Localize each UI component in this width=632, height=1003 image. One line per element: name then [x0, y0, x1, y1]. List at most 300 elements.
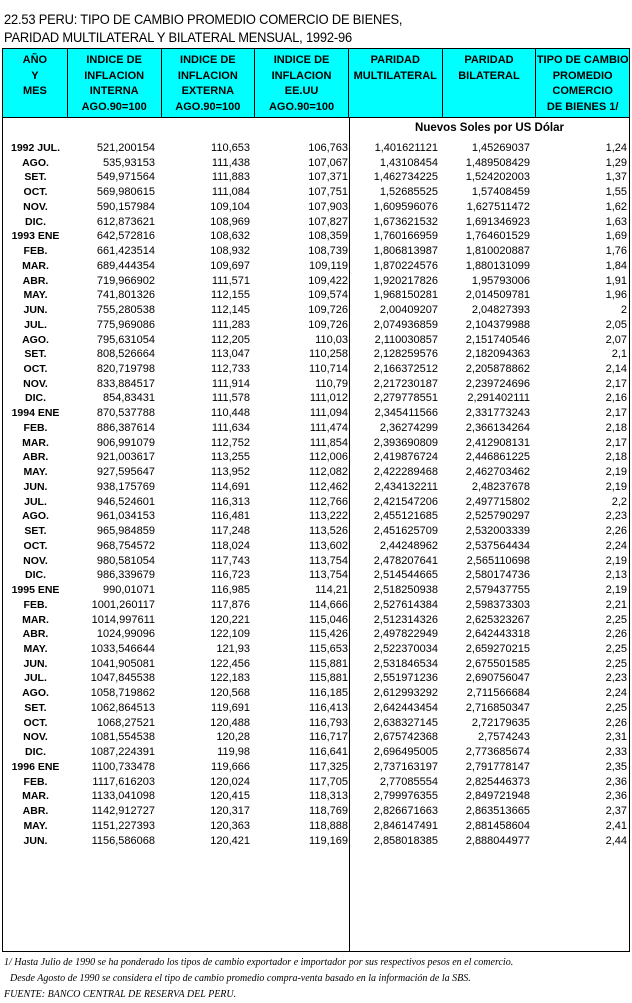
us-inflation-cell: 117,325 [309, 760, 348, 773]
internal-inflation-cell: 1142,912727 [91, 805, 155, 818]
table-body [2, 118, 630, 952]
period-cell: MAY. [23, 466, 48, 479]
table-row [3, 657, 629, 672]
us-inflation-cell: 114,666 [309, 598, 348, 611]
us-inflation-cell: 107,827 [308, 215, 348, 228]
table-row [3, 377, 629, 392]
internal-inflation-cell: 1014,997611 [91, 613, 155, 626]
bilateral-parity-cell: 1,810020887 [465, 245, 530, 258]
multilateral-parity-cell: 2,522370034 [373, 642, 438, 655]
exchange-rate-cell: 1,76 [605, 245, 627, 258]
table-row [3, 274, 629, 289]
external-inflation-cell: 111,438 [211, 156, 250, 169]
internal-inflation-cell: 590,157984 [96, 200, 155, 213]
table-row [3, 730, 629, 745]
us-inflation-cell: 109,119 [309, 259, 348, 272]
header-line: MES [22, 85, 47, 97]
us-inflation-cell: 119,169 [309, 834, 348, 847]
external-inflation-cell: 122,183 [210, 672, 250, 685]
exchange-rate-cell: 2,17 [605, 436, 627, 449]
us-inflation-cell: 115,426 [309, 628, 348, 641]
internal-inflation-cell: 986,339679 [96, 569, 155, 582]
bilateral-parity-cell: 2,291402111 [467, 392, 530, 405]
table-row [3, 421, 629, 436]
table-row [3, 215, 629, 230]
header-line: COMERCIO [552, 85, 613, 97]
header-line: PARIDAD [370, 54, 420, 66]
bilateral-parity-cell: 2,182094363 [465, 348, 530, 361]
internal-inflation-cell: 990,01071 [103, 584, 155, 597]
multilateral-parity-cell: 2,44248962 [379, 539, 438, 552]
exchange-rate-cell: 2,26 [605, 628, 627, 641]
bilateral-parity-cell: 1,764601529 [465, 230, 530, 243]
table-row [3, 686, 629, 701]
exchange-rate-cell: 2,23 [605, 672, 627, 685]
external-inflation-cell: 108,632 [210, 230, 250, 243]
internal-inflation-cell: 1151,227393 [91, 819, 155, 832]
period-cell: JUN. [23, 657, 48, 670]
external-inflation-cell: 117,876 [211, 598, 250, 611]
period-cell: MAR. [22, 436, 49, 449]
external-inflation-cell: 113,255 [211, 451, 250, 464]
internal-inflation-cell: 1133,041098 [91, 790, 155, 803]
exchange-rate-cell: 2,23 [605, 510, 627, 523]
table-row [3, 288, 629, 303]
multilateral-parity-cell: 1,401621121 [374, 142, 438, 154]
exchange-rate-cell: 2 [620, 304, 627, 317]
external-inflation-cell: 120,024 [210, 775, 250, 788]
internal-inflation-cell: 1081,554538 [90, 731, 155, 744]
multilateral-parity-cell: 2,518250938 [373, 584, 438, 597]
us-inflation-cell: 107,067 [308, 156, 348, 169]
us-inflation-cell: 113,222 [309, 510, 348, 523]
bilateral-parity-cell: 2,104379988 [465, 318, 530, 331]
external-inflation-cell: 120,221 [210, 613, 250, 626]
period-cell: MAR. [22, 790, 49, 803]
table-row [3, 141, 629, 156]
multilateral-parity-cell: 2,217230187 [373, 377, 438, 390]
internal-inflation-cell: 946,524601 [96, 495, 155, 508]
period-cell: JUN. [23, 480, 48, 493]
us-inflation-cell: 110,714 [309, 363, 348, 376]
period-cell: NOV. [23, 377, 48, 390]
external-inflation-cell: 112,145 [211, 304, 250, 317]
period-cell: DIC. [25, 569, 46, 582]
internal-inflation-cell: 1156,586068 [91, 834, 155, 847]
table-row [3, 583, 629, 598]
external-inflation-cell: 116,985 [211, 584, 250, 597]
internal-inflation-cell: 961,034153 [96, 510, 155, 523]
exchange-rate-cell: 2,17 [605, 407, 627, 420]
us-inflation-cell: 110,03 [315, 333, 348, 346]
period-cell: OCT. [23, 363, 48, 376]
bilateral-parity-cell: 2,625323267 [465, 613, 530, 626]
multilateral-parity-cell: 2,799976355 [373, 790, 438, 803]
period-cell: AGO. [22, 333, 49, 346]
multilateral-parity-cell: 2,345411566 [374, 407, 438, 420]
period-cell: 1994 ENE [11, 407, 60, 420]
external-inflation-cell: 111,084 [211, 186, 250, 199]
us-inflation-cell: 108,359 [308, 230, 348, 243]
multilateral-parity-cell: 2,846147491 [373, 819, 438, 832]
exchange-rate-cell: 2,19 [605, 554, 627, 567]
multilateral-parity-cell: 2,514544665 [373, 569, 438, 582]
bilateral-parity-cell: 1,45269037 [471, 142, 530, 154]
exchange-rate-cell: 2,13 [605, 569, 627, 582]
bilateral-parity-cell: 2,412908131 [465, 436, 530, 449]
internal-inflation-cell: 854,83431 [103, 392, 155, 405]
multilateral-parity-cell: 2,419876724 [373, 451, 438, 464]
table-row [3, 229, 629, 244]
external-inflation-cell: 111,571 [211, 274, 250, 287]
bilateral-parity-cell: 2,598373303 [465, 598, 530, 611]
period-cell: SET. [24, 348, 47, 361]
us-inflation-cell: 109,574 [308, 289, 348, 302]
us-inflation-cell: 113,754 [309, 569, 348, 582]
multilateral-parity-cell: 2,77085554 [379, 775, 438, 788]
multilateral-parity-cell: 1,968150281 [373, 289, 438, 302]
bilateral-parity-cell: 1,691346923 [465, 215, 530, 228]
internal-inflation-cell: 921,003617 [96, 451, 155, 464]
exchange-rate-cell: 1,96 [605, 289, 627, 302]
period-cell: JUN. [23, 834, 48, 847]
page-title [4, 10, 402, 46]
us-inflation-cell: 112,082 [309, 466, 348, 479]
header-line: EXTERNA [181, 85, 235, 97]
us-inflation-cell: 117,705 [309, 775, 348, 788]
header-internal-inflation [68, 49, 162, 117]
table-row [3, 642, 629, 657]
exchange-rate-cell: 2,19 [605, 466, 627, 479]
multilateral-parity-cell: 1,609596076 [373, 200, 438, 213]
external-inflation-cell: 113,952 [211, 466, 250, 479]
us-inflation-cell: 109,726 [308, 318, 348, 331]
exchange-rate-cell: 2,18 [605, 451, 627, 464]
internal-inflation-cell: 980,581054 [96, 554, 155, 567]
footnote-2: Desde Agosto de 1990 se considera el tipo de cambio promedio compra-venta basado en la información de la SBS. [10, 973, 471, 984]
header-line: MULTILATERAL [353, 69, 437, 82]
table-row [3, 495, 629, 510]
period-cell: MAY. [23, 642, 48, 655]
external-inflation-cell: 109,104 [210, 200, 250, 213]
table-row [3, 539, 629, 554]
period-cell: ABR. [22, 628, 49, 641]
internal-inflation-cell: 808,526664 [96, 348, 155, 361]
exchange-rate-cell: 2,36 [605, 775, 627, 788]
multilateral-parity-cell: 2,737163197 [373, 760, 438, 773]
period-cell: 1995 ENE [11, 584, 60, 597]
bilateral-parity-cell: 1,57408459 [471, 186, 530, 199]
header-line: INDICE DE [273, 54, 330, 66]
multilateral-parity-cell: 2,551971236 [373, 672, 438, 685]
us-inflation-cell: 113,526 [309, 525, 348, 538]
header-line: AÑO [22, 54, 48, 66]
period-cell: 1992 JUL. [10, 142, 61, 154]
table-row [3, 568, 629, 583]
table-row [3, 450, 629, 465]
table-row [3, 598, 629, 613]
internal-inflation-cell: 689,444354 [96, 259, 155, 272]
header-line: DE BIENES 1/ [546, 100, 619, 113]
bilateral-parity-cell: 1,524202003 [465, 171, 530, 184]
internal-inflation-cell: 968,754572 [96, 539, 155, 552]
external-inflation-cell: 108,969 [210, 215, 250, 228]
header-line: INFLACION [177, 69, 238, 82]
exchange-rate-cell: 1,84 [605, 259, 627, 272]
multilateral-parity-cell: 2,451625709 [373, 525, 438, 538]
multilateral-parity-cell: 2,128259576 [373, 348, 438, 361]
internal-inflation-cell: 549,971564 [96, 171, 155, 184]
bilateral-parity-cell: 2,642443318 [465, 628, 530, 641]
period-cell: DIC. [25, 215, 46, 228]
period-cell: JUL. [24, 672, 47, 685]
multilateral-parity-cell: 1,920217826 [373, 274, 438, 287]
us-inflation-cell: 112,006 [309, 451, 348, 464]
us-inflation-cell: 112,766 [309, 495, 348, 508]
external-inflation-cell: 119,666 [211, 760, 250, 773]
internal-inflation-cell: 775,969086 [96, 318, 155, 331]
external-inflation-cell: 120,317 [210, 805, 250, 818]
external-inflation-cell: 109,697 [210, 259, 250, 272]
table-row [3, 627, 629, 642]
exchange-rate-cell: 2,17 [605, 377, 627, 390]
bilateral-parity-cell: 2,579437755 [465, 584, 530, 597]
internal-inflation-cell: 886,387614 [96, 421, 155, 434]
bilateral-parity-cell: 2,205878862 [465, 363, 530, 376]
exchange-rate-cell: 2,19 [605, 480, 627, 493]
table-row [3, 745, 629, 760]
table-row [3, 200, 629, 215]
table-row [3, 333, 629, 348]
external-inflation-cell: 120,415 [210, 790, 250, 803]
us-inflation-cell: 118,888 [309, 819, 348, 832]
external-inflation-cell: 119,691 [211, 701, 250, 714]
multilateral-parity-cell: 1,673621532 [373, 215, 438, 228]
us-inflation-cell: 116,717 [309, 731, 348, 744]
bilateral-parity-cell: 2,48237678 [471, 480, 530, 493]
external-inflation-cell: 119,98 [217, 746, 250, 759]
title-line-2: PARIDAD MULTILATERAL Y BILATERAL MENSUAL, 1992-96 [4, 29, 352, 45]
exchange-rate-cell: 2,25 [605, 613, 627, 626]
multilateral-parity-cell: 2,531846534 [373, 657, 438, 670]
us-inflation-cell: 118,313 [309, 790, 348, 803]
table-row [3, 716, 629, 731]
external-inflation-cell: 117,248 [211, 525, 250, 538]
period-cell: AGO. [22, 687, 49, 700]
internal-inflation-cell: 1117,616203 [92, 775, 155, 788]
bilateral-parity-cell: 2,716850347 [465, 701, 530, 714]
table-row [3, 362, 629, 377]
table-row [3, 789, 629, 804]
period-cell: SET. [24, 525, 47, 538]
bilateral-parity-cell: 1,95793006 [471, 274, 530, 287]
period-cell: FEB. [23, 775, 48, 788]
bilateral-parity-cell: 2,863513665 [465, 805, 530, 818]
us-inflation-cell: 114,21 [315, 584, 348, 597]
period-cell: NOV. [23, 554, 48, 567]
us-inflation-cell: 107,903 [308, 200, 348, 213]
bilateral-parity-cell: 2,690756047 [465, 672, 530, 685]
exchange-rate-cell: 2,26 [605, 716, 627, 729]
internal-inflation-cell: 1100,733478 [91, 760, 155, 773]
multilateral-parity-cell: 2,279778551 [373, 392, 438, 405]
external-inflation-cell: 120,363 [210, 819, 250, 832]
multilateral-parity-cell: 2,422289468 [373, 466, 438, 479]
exchange-rate-table [2, 48, 630, 952]
multilateral-parity-cell: 2,497822949 [373, 628, 438, 641]
multilateral-parity-cell: 2,858018385 [373, 834, 438, 847]
us-inflation-cell: 115,881 [309, 672, 348, 685]
header-line: PROMEDIO [552, 69, 613, 82]
table-row [3, 524, 629, 539]
multilateral-parity-cell: 2,527614384 [373, 598, 438, 611]
table-row [3, 347, 629, 362]
period-cell: SET. [24, 171, 47, 184]
header-line: AGO.90=100 [175, 100, 241, 113]
internal-inflation-cell: 719,966902 [96, 274, 155, 287]
table-row [3, 834, 629, 849]
period-cell: NOV. [23, 200, 48, 213]
exchange-rate-cell: 2,1 [611, 348, 627, 361]
external-inflation-cell: 111,634 [211, 421, 250, 434]
table-row [3, 391, 629, 406]
internal-inflation-cell: 1058,719862 [90, 687, 155, 700]
multilateral-parity-cell: 1,760166959 [373, 230, 438, 243]
us-inflation-cell: 111,094 [309, 407, 348, 420]
multilateral-parity-cell: 2,00409207 [379, 304, 438, 317]
exchange-rate-cell: 2,21 [605, 598, 627, 611]
us-inflation-cell: 115,046 [309, 613, 348, 626]
external-inflation-cell: 111,883 [211, 171, 250, 184]
exchange-rate-cell: 2,05 [605, 318, 627, 331]
exchange-rate-cell: 2,25 [605, 657, 627, 670]
external-inflation-cell: 122,456 [210, 657, 250, 670]
table-row [3, 509, 629, 524]
internal-inflation-cell: 906,991079 [96, 436, 155, 449]
external-inflation-cell: 121,93 [216, 642, 250, 655]
exchange-rate-cell: 1,29 [605, 156, 627, 169]
header-multilateral-parity [349, 49, 443, 117]
period-cell: AGO. [22, 156, 49, 169]
us-inflation-cell: 107,371 [308, 171, 348, 184]
period-cell: JUN. [23, 304, 48, 317]
period-cell: ABR. [22, 451, 49, 464]
us-inflation-cell: 113,754 [309, 554, 348, 567]
internal-inflation-cell: 938,175769 [96, 480, 155, 493]
internal-inflation-cell: 820,719798 [96, 363, 155, 376]
bilateral-parity-cell: 2,532003339 [465, 525, 530, 538]
bilateral-parity-cell: 2,525790297 [465, 510, 530, 523]
external-inflation-cell: 108,932 [210, 245, 250, 258]
table-row [3, 480, 629, 495]
multilateral-parity-cell: 2,478207641 [373, 554, 438, 567]
period-cell: ABR. [22, 274, 49, 287]
exchange-rate-cell: 2,33 [605, 746, 627, 759]
internal-inflation-cell: 870,537788 [96, 407, 155, 420]
internal-inflation-cell: 927,595647 [96, 466, 155, 479]
internal-inflation-cell: 1024,99096 [96, 628, 155, 641]
us-inflation-cell: 118,769 [309, 805, 348, 818]
external-inflation-cell: 111,578 [211, 392, 250, 405]
period-cell: 1993 ENE [11, 230, 60, 243]
bilateral-parity-cell: 1,489508429 [465, 156, 530, 169]
multilateral-parity-cell: 1,462734225 [373, 171, 438, 184]
internal-inflation-cell: 612,873621 [96, 215, 155, 228]
external-inflation-cell: 122,109 [210, 628, 250, 641]
external-inflation-cell: 111,283 [211, 318, 250, 331]
header-year-month [3, 49, 68, 117]
external-inflation-cell: 110,448 [211, 407, 250, 420]
period-cell: MAY. [23, 289, 48, 302]
exchange-rate-cell: 2,31 [605, 731, 627, 744]
exchange-rate-cell: 1,37 [605, 171, 627, 184]
multilateral-parity-cell: 2,434132211 [374, 480, 438, 493]
exchange-rate-cell: 1,55 [605, 186, 627, 199]
table-row [3, 170, 629, 185]
bilateral-parity-cell: 2,580174736 [465, 569, 530, 582]
exchange-rate-cell: 2,24 [605, 539, 627, 552]
table-row [3, 244, 629, 259]
external-inflation-cell: 118,024 [211, 539, 250, 552]
us-inflation-cell: 116,413 [309, 701, 348, 714]
header-line: INFLACION [84, 69, 145, 82]
table-row [3, 775, 629, 790]
footnote-1: 1/ Hasta Julio de 1990 se ha ponderado los tipos de cambio exportador e importador por sus respectivos pesos en el comercio. [4, 957, 514, 968]
period-cell: FEB. [23, 245, 48, 258]
footnotes [4, 955, 513, 1003]
table-row [3, 760, 629, 775]
internal-inflation-cell: 1087,224391 [90, 746, 155, 759]
internal-inflation-cell: 795,631054 [96, 333, 155, 346]
multilateral-parity-cell: 2,421547206 [373, 495, 438, 508]
header-line: BILATERAL [458, 69, 520, 82]
exchange-rate-cell: 2,16 [605, 392, 627, 405]
internal-inflation-cell: 661,423514 [96, 245, 155, 258]
period-cell: OCT. [23, 539, 48, 552]
exchange-rate-cell: 2,26 [605, 525, 627, 538]
table-row [3, 804, 629, 819]
exchange-rate-cell: 2,07 [605, 333, 627, 346]
period-cell: FEB. [23, 598, 48, 611]
multilateral-parity-cell: 2,612993292 [373, 687, 438, 700]
period-cell: ABR. [22, 805, 49, 818]
multilateral-parity-cell: 1,43108454 [379, 156, 438, 169]
header-line: INDICE DE [180, 54, 236, 66]
external-inflation-cell: 114,691 [211, 480, 250, 493]
bilateral-parity-cell: 2,497715802 [465, 495, 530, 508]
external-inflation-cell: 116,313 [211, 495, 250, 508]
internal-inflation-cell: 535,93153 [103, 156, 155, 169]
table-row [3, 303, 629, 318]
multilateral-parity-cell: 2,110030857 [374, 333, 438, 346]
bilateral-parity-cell: 2,446861225 [465, 451, 530, 464]
exchange-rate-cell: 1,69 [605, 230, 627, 243]
bilateral-parity-cell: 2,675501585 [465, 657, 530, 670]
us-inflation-cell: 108,739 [308, 245, 348, 258]
external-inflation-cell: 112,733 [211, 363, 250, 376]
period-cell: MAY. [23, 819, 48, 832]
period-cell: DIC. [25, 392, 46, 405]
multilateral-parity-cell: 2,696495005 [373, 746, 438, 759]
internal-inflation-cell: 521,200154 [96, 142, 155, 154]
table-row [3, 318, 629, 333]
header-bilateral-parity [443, 49, 537, 117]
exchange-rate-cell: 1,91 [605, 274, 627, 287]
bilateral-parity-cell: 1,627511472 [466, 200, 530, 213]
header-line: Y [31, 69, 39, 82]
table-row [3, 185, 629, 200]
header-external-inflation [162, 49, 256, 117]
